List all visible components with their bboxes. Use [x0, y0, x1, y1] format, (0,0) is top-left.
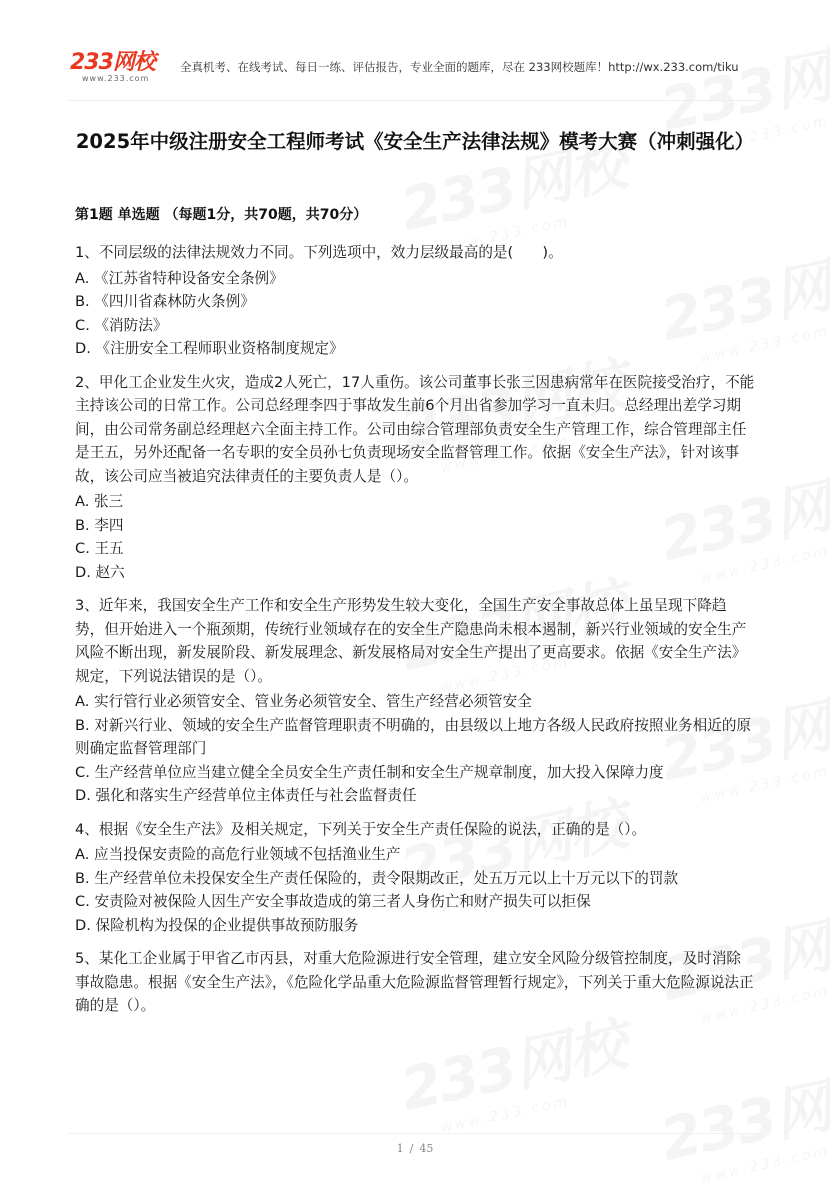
option: C. 《消防法》 — [75, 316, 168, 334]
option: A. 应当投保安责险的高危行业领域不包括渔业生产 — [75, 846, 401, 863]
question-item — [75, 947, 755, 1018]
option: B. 《四川省森林防火条例》 — [75, 293, 255, 310]
option: B. 生产经营单位未投保安全生产责任保险的，责令限期改正，处五万元以上十万元以下的罚款 — [75, 869, 679, 887]
document-title: 2025年中级注册安全工程师考试《安全生产法律法规》模考大赛（冲刺强化） — [75, 130, 755, 153]
question-list — [75, 241, 755, 1028]
option: D. 保险机构为投保的企业提供事故预防服务 — [75, 916, 359, 934]
footer-divider — [68, 1133, 762, 1134]
option: C. 安责险对被保险人因生产安全事故造成的第三者人身伤亡和财产损失可以拒保 — [75, 893, 591, 910]
question-stem: 1、不同层级的法律法规效力不同。下列选项中，效力层级最高的是( )。 — [75, 244, 563, 261]
question-stem: 3、近年来，我国安全生产工作和安全生产形势发生较大变化，全国生产安全事故总体上虽呈现下降趋势，但开始进入一个瓶颈期，传统行业领域存在的安全生产隐患尚未根本遏制，新兴行业领域的安全生产风险不断出现，新发展阶段、新发展理念、新发展格局对安全生产提出了更高要求。依据《安全生产法》规定，下列说法错误的是（）。 — [75, 597, 747, 685]
option: B. 对新兴行业、领域的安全生产监督管理职责不明确的，由县级以上地方各级人民政府按照业务相近的原则确定监督管理部门 — [75, 716, 752, 757]
total-pages: 45 — [419, 1142, 434, 1155]
section-heading: 第1题 单选题 （每题1分，共70题，共70分） — [75, 207, 368, 223]
header-divider — [68, 100, 762, 101]
page-separator: / — [409, 1142, 414, 1155]
question-stem: 2、甲化工企业发生火灾，造成2人死亡，17人重伤。该公司董事长张三因患病常年在医院接受治疗，不能主持该公司的日常工作。公司总经理李四于事故发生前6个月出省参加学习一直未归。总经理出差学习期间，由公司常务副总经理赵六全面主持工作。公司由综合管理部负责安全生产管理工作，综合管理部主任是王五，另外还配备一名专职的安全员孙七负责现场安全监督管理工作。依据《安全生产法》，针对该事故，该公司应当被追究法律责任的主要负责人是（）。 — [75, 373, 755, 485]
watermark — [652, 1047, 830, 1192]
option: C. 生产经营单位应当建立健全全员安全生产责任制和安全生产规章制度，加大投入保障力度 — [75, 763, 664, 781]
page-header — [68, 48, 830, 88]
header-slogan: 全真机考、在线考试、每日一练、评估报告，专业全面的题库，尽在 233网校题库！http://wx.233.com/tiku — [180, 60, 739, 74]
option: B. 李四 — [75, 516, 124, 534]
question-item — [75, 594, 755, 808]
option: C. 王五 — [75, 540, 124, 557]
brand-logo[interactable] — [68, 50, 168, 86]
question-stem: 5、某化工企业属于甲省乙市丙县，对重大危险源进行安全管理，建立安全风险分级管控制度，及时消除事故隐患。根据《安全生产法》，《危险化学品重大危险源监督管理暂行规定》，下列关于重大危险源说法正确的是（）。 — [75, 950, 754, 1014]
page-number — [0, 1142, 830, 1155]
question-stem: 4、根据《安全生产法》及相关规定，下列关于安全生产责任保险的说法，正确的是（）。 — [75, 820, 647, 838]
option: D. 赵六 — [75, 563, 125, 581]
question-item — [75, 818, 755, 938]
option: A. 实行管行业必须管安全、管业务必须管安全、管生产经营必须管安全 — [75, 693, 532, 710]
option: A. 《江苏省特种设备安全条例》 — [75, 269, 284, 287]
question-item — [75, 371, 755, 585]
question-item — [75, 241, 755, 361]
logo-text: 233网校 — [70, 50, 155, 75]
logo-subtext: www.233.com — [82, 74, 150, 83]
option: D. 《注册安全工程师职业资格制度规定》 — [75, 340, 344, 357]
current-page: 1 — [396, 1142, 404, 1155]
option: A. 张三 — [75, 493, 124, 510]
option: D. 强化和落实生产经营单位主体责任与社会监督责任 — [75, 787, 417, 804]
